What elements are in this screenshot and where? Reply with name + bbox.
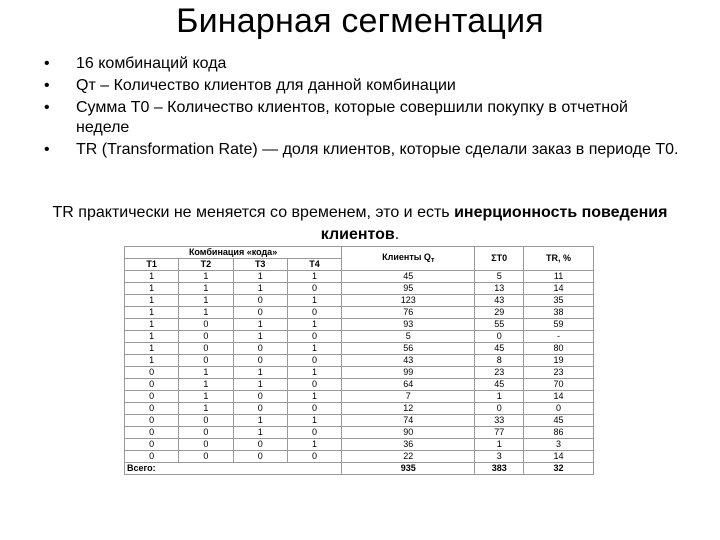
table-cell: 0 <box>233 355 287 367</box>
table-cell: 1 <box>179 367 233 379</box>
table-row <box>125 283 594 295</box>
table-cell: 1 <box>179 295 233 307</box>
table-cell: 64 <box>342 379 475 391</box>
table-cell: 5 <box>342 331 475 343</box>
bullet-marker: • <box>44 99 50 116</box>
table-cell: 0 <box>125 451 179 463</box>
table-cell: 0 <box>475 403 524 415</box>
table-cell: 1 <box>125 319 179 331</box>
table-cell: 0 <box>233 439 287 451</box>
table-cell: 0 <box>475 331 524 343</box>
table-row <box>125 307 594 319</box>
table-cell: 95 <box>342 283 475 295</box>
table-row <box>125 391 594 403</box>
table-cell: 19 <box>524 355 594 367</box>
table-cell: 1 <box>125 283 179 295</box>
table-cell: 36 <box>342 439 475 451</box>
table-cell: 1 <box>179 307 233 319</box>
table-row <box>125 415 594 427</box>
table-cell: 0 <box>179 343 233 355</box>
group-header: Комбинация «кода» <box>125 247 342 259</box>
total-clients: 935 <box>342 463 475 475</box>
table-cell: 0 <box>125 391 179 403</box>
table-cell: 0 <box>125 415 179 427</box>
table-row <box>125 427 594 439</box>
table-cell: 14 <box>524 391 594 403</box>
table-cell: 7 <box>342 391 475 403</box>
table-cell: 1 <box>179 271 233 283</box>
table-cell: 1 <box>125 271 179 283</box>
table-cell: 0 <box>179 415 233 427</box>
table-cell: 1 <box>287 319 341 331</box>
slide-title: Бинарная сегментация <box>176 2 544 40</box>
table-row <box>125 367 594 379</box>
table-cell: 0 <box>179 331 233 343</box>
table-cell: 74 <box>342 415 475 427</box>
table-cell: 0 <box>233 403 287 415</box>
table-row <box>125 403 594 415</box>
table-cell: 76 <box>342 307 475 319</box>
table-cell: 1 <box>125 355 179 367</box>
header-t1: T1 <box>125 259 179 271</box>
table-cell: 35 <box>524 295 594 307</box>
table-cell: 0 <box>287 307 341 319</box>
table-cell: 1 <box>287 439 341 451</box>
table-cell: 43 <box>342 355 475 367</box>
table-body <box>125 271 594 463</box>
table-cell: 123 <box>342 295 475 307</box>
table-cell: 12 <box>342 403 475 415</box>
table-row <box>125 271 594 283</box>
table-cell: 0 <box>125 427 179 439</box>
table-cell: 0 <box>524 403 594 415</box>
table-cell: 1 <box>287 343 341 355</box>
table-cell: 29 <box>475 307 524 319</box>
table-cell: 14 <box>524 451 594 463</box>
total-row <box>125 463 594 475</box>
table-cell: 1 <box>233 415 287 427</box>
table-cell: 0 <box>233 391 287 403</box>
header-sum: ΣТ0 <box>475 247 524 271</box>
table-cell: 1 <box>475 439 524 451</box>
table-cell: 0 <box>179 451 233 463</box>
table-row <box>125 295 594 307</box>
table-cell: 99 <box>342 367 475 379</box>
table-cell: 1 <box>233 367 287 379</box>
table-cell: 90 <box>342 427 475 439</box>
total-tr: 32 <box>524 463 594 475</box>
summary-bold: инерционность поведения клиентов <box>320 204 668 243</box>
header-t4: T4 <box>287 259 341 271</box>
table-cell: - <box>524 331 594 343</box>
table-cell: 45 <box>342 271 475 283</box>
header-clients-sub: т <box>430 256 435 264</box>
table-row <box>125 331 594 343</box>
table-cell: 56 <box>342 343 475 355</box>
table-cell: 33 <box>475 415 524 427</box>
header-clients-label: Клиенты Q <box>382 251 431 262</box>
table-cell: 1 <box>179 391 233 403</box>
table-cell: 1 <box>233 271 287 283</box>
table-cell: 0 <box>233 343 287 355</box>
bullet-item <box>44 140 684 160</box>
table-cell: 11 <box>524 271 594 283</box>
bullet-text: Qт – Количество клиентов для данной комбинации <box>76 77 456 94</box>
table-cell: 77 <box>475 427 524 439</box>
table-cell: 0 <box>125 403 179 415</box>
table-cell: 1 <box>233 331 287 343</box>
table-row <box>125 451 594 463</box>
table-cell: 14 <box>524 283 594 295</box>
bullet-list <box>44 54 684 162</box>
header-t2: T2 <box>179 259 233 271</box>
table-cell: 45 <box>475 379 524 391</box>
total-sum: 383 <box>475 463 524 475</box>
table-cell: 1 <box>233 283 287 295</box>
table-row <box>125 439 594 451</box>
table-cell: 1 <box>287 295 341 307</box>
table-cell: 1 <box>179 403 233 415</box>
table-cell: 0 <box>179 355 233 367</box>
table-cell: 0 <box>125 367 179 379</box>
table-cell: 0 <box>287 427 341 439</box>
table-cell: 1 <box>125 343 179 355</box>
table-cell: 1 <box>179 379 233 391</box>
table-cell: 38 <box>524 307 594 319</box>
table-cell: 0 <box>233 307 287 319</box>
bullet-marker: • <box>44 55 50 72</box>
table-cell: 23 <box>475 367 524 379</box>
table-row <box>125 355 594 367</box>
bullet-text: 16 комбинаций кода <box>76 55 227 72</box>
table-cell: 0 <box>125 439 179 451</box>
header-tr: TR, % <box>524 247 594 271</box>
table-cell: 86 <box>524 427 594 439</box>
table-cell: 5 <box>475 271 524 283</box>
table-cell: 93 <box>342 319 475 331</box>
segmentation-table <box>124 246 594 475</box>
bullet-text: TR (Transformation Rate) — доля клиентов, которые сделали заказ в периоде Т0. <box>76 141 679 158</box>
table-cell: 0 <box>179 439 233 451</box>
bullet-text: Сумма Т0 – Количество клиентов, которые совершили покупку в отчетной неделе <box>76 99 628 136</box>
table-cell: 55 <box>475 319 524 331</box>
table-cell: 0 <box>233 451 287 463</box>
table-cell: 45 <box>524 415 594 427</box>
table-cell: 23 <box>524 367 594 379</box>
table-cell: 0 <box>287 355 341 367</box>
table-cell: 0 <box>287 283 341 295</box>
table-cell: 0 <box>287 331 341 343</box>
summary-end: . <box>394 226 400 243</box>
table-cell: 1 <box>287 415 341 427</box>
table-cell: 1 <box>125 331 179 343</box>
table-cell: 0 <box>179 427 233 439</box>
summary-plain: TR практически не меняется со временем, это и есть <box>52 204 455 221</box>
table-cell: 22 <box>342 451 475 463</box>
table-cell: 1 <box>125 307 179 319</box>
table-cell: 1 <box>475 391 524 403</box>
header-clients <box>342 247 475 271</box>
table-cell: 0 <box>287 379 341 391</box>
table-cell: 1 <box>287 367 341 379</box>
bullet-marker: • <box>44 77 50 94</box>
bullet-item <box>44 76 684 96</box>
table-cell: 1 <box>179 283 233 295</box>
table-cell: 80 <box>524 343 594 355</box>
table-cell: 13 <box>475 283 524 295</box>
header-t3: T3 <box>233 259 287 271</box>
table-cell: 43 <box>475 295 524 307</box>
table-cell: 0 <box>287 403 341 415</box>
table-cell: 1 <box>233 319 287 331</box>
table-cell: 59 <box>524 319 594 331</box>
total-label: Всего: <box>125 463 342 475</box>
table-row <box>125 379 594 391</box>
table-cell: 1 <box>287 391 341 403</box>
bullet-marker: • <box>44 141 50 158</box>
summary-text <box>40 202 680 246</box>
table-cell: 3 <box>475 451 524 463</box>
table-row <box>125 343 594 355</box>
table-cell: 1 <box>125 295 179 307</box>
table-cell: 1 <box>287 271 341 283</box>
table-cell: 8 <box>475 355 524 367</box>
table-cell: 1 <box>233 379 287 391</box>
bullet-item <box>44 54 684 74</box>
table-cell: 45 <box>475 343 524 355</box>
table-cell: 0 <box>125 379 179 391</box>
table-cell: 3 <box>524 439 594 451</box>
bullet-item <box>44 98 684 138</box>
table-cell: 1 <box>233 427 287 439</box>
table-row <box>125 319 594 331</box>
table-cell: 0 <box>179 319 233 331</box>
table-cell: 70 <box>524 379 594 391</box>
table-cell: 0 <box>287 451 341 463</box>
table-cell: 0 <box>233 295 287 307</box>
